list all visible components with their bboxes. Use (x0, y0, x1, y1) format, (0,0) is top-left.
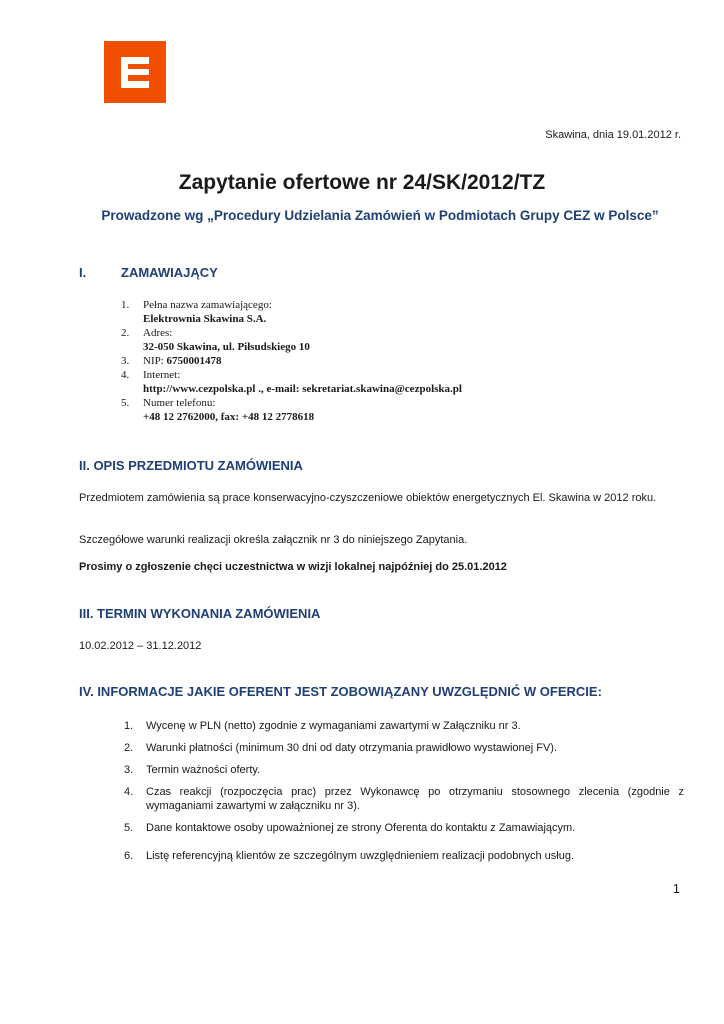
section3-heading: III. TERMIN WYKONANIA ZAMÓWIENIA (79, 606, 321, 621)
list-item: 3. NIP: 6750001478 (121, 355, 222, 367)
section4-heading: IV. INFORMACJE JAKIE OFERENT JEST ZOBOWIĄZANY UWZGLĘDNIĆ W OFERCIE: (79, 684, 602, 699)
list-item: 2. Adres: (121, 327, 173, 339)
list-item: 6. Listę referencyjną klientów ze szczególnym uwzględnieniem realizacji podobnych usług. (124, 850, 575, 862)
item-label: Pełna nazwa zamawiającego: (143, 299, 272, 311)
order-description: Przedmiotem zamówienia są prace konserwacyjno-czyszczeniowe obiektów energetycznych El. Skawina w 2012 roku. (79, 492, 657, 504)
page-title: Zapytanie ofertowe nr 24/SK/2012/TZ (178, 171, 546, 194)
page-number: 1 (672, 881, 680, 896)
orderer-details-list (121, 298, 601, 424)
order-conditions-note: Szczegółowe warunki realizacji określa załącznik nr 3 do niniejszego Zapytania. (79, 534, 468, 546)
orderer-address: 32-050 Skawina, ul. Piłsudskiego 10 (143, 341, 310, 353)
list-item: 5. Dane kontaktowe osoby upoważnionej ze strony Oferenta do kontaktu z Zamawiającym. (124, 822, 576, 834)
item-label: Adres: (143, 327, 173, 339)
list-item: 2. Warunki płatności (minimum 30 dni od daty otrzymania prawidłowo wystawionej FV). (124, 742, 558, 754)
cez-logo (104, 41, 166, 103)
item-label: Internet: (143, 369, 181, 381)
list-item: 4. Czas reakcji (rozpoczęcia prac) przez Wykonawcę po otrzymaniu stosownego zlecenia (zgodnie z wymaganiami zawartymi w załączniku nr 3). (124, 786, 684, 812)
document-date: Skawina, dnia 19.01.2012 r. (545, 129, 681, 141)
item-label: Numer telefonu: (143, 397, 216, 409)
site-visit-note: Prosimy o zgłoszenie chęci uczestnictwa w wizji lokalnej najpóźniej do 25.01.2012 (79, 561, 507, 573)
page-subtitle: Prowadzone wg „Procedury Udzielania Zamówień w Podmiotach Grupy CEZ w Polsce” (101, 208, 659, 223)
offer-requirements-list (124, 719, 684, 863)
section1-heading: ZAMAWIAJĄCY (121, 265, 218, 280)
item-label: NIP: (143, 355, 167, 367)
orderer-phone-fax: +48 12 2762000, fax: +48 12 2778618 (143, 411, 315, 423)
list-item: 4. Internet: (121, 369, 181, 381)
orderer-internet-email: http://www.cezpolska.pl ., e-mail: sekretariat.skawina@cezpolska.pl (143, 383, 462, 395)
list-item: 1. Wycenę w PLN (netto) zgodnie z wymaganiami zawartymi w Załączniku nr 3. (124, 720, 521, 732)
section1-number: I. (79, 265, 87, 280)
list-item: 3. Termin ważności oferty. (124, 764, 261, 776)
list-item: 5. Numer telefonu: (121, 397, 216, 409)
orderer-nip: 6750001478 (166, 355, 222, 367)
list-item: 1. Pełna nazwa zamawiającego: (121, 299, 272, 311)
execution-term: 10.02.2012 – 31.12.2012 (79, 640, 202, 652)
orderer-name: Elektrownia Skawina S.A. (143, 313, 267, 325)
section2-heading: II. OPIS PRZEDMIOTU ZAMÓWIENIA (79, 458, 303, 473)
